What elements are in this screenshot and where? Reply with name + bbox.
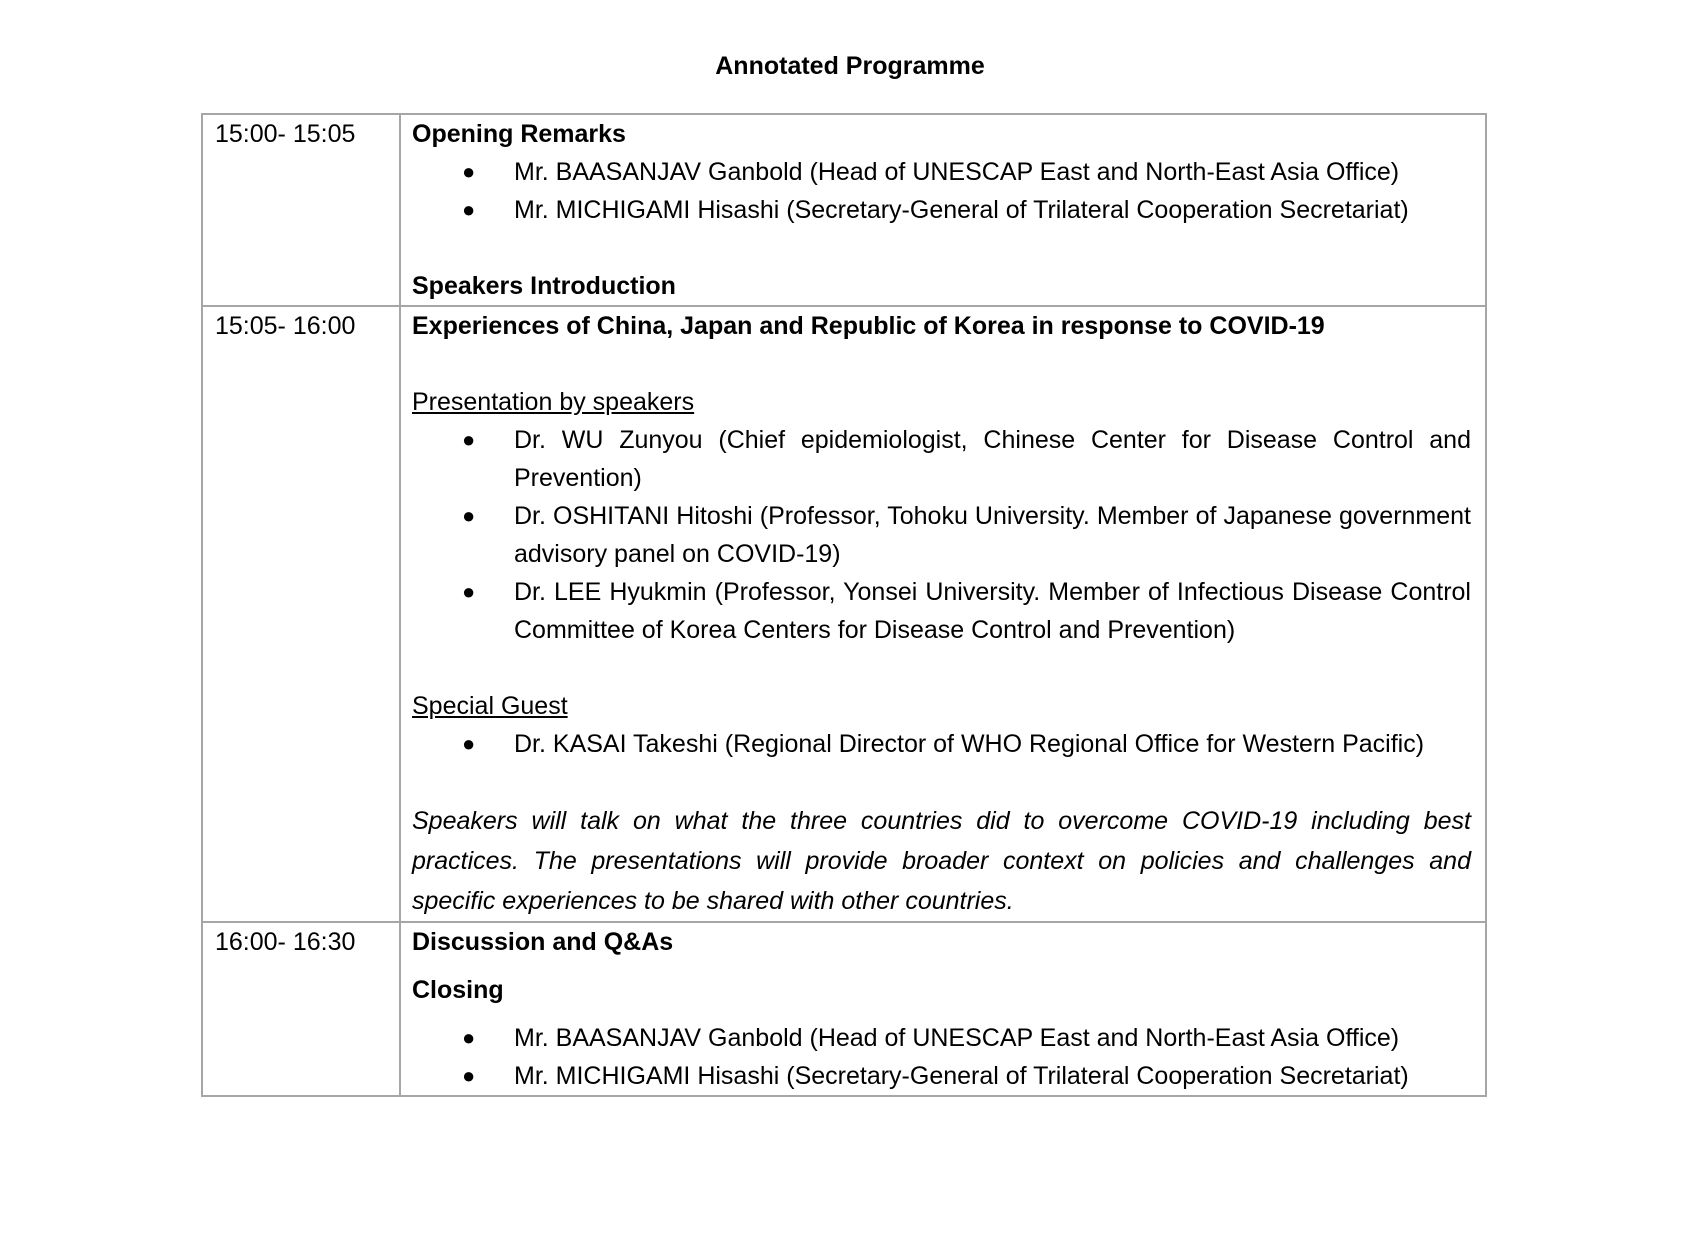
speaker-text: Mr. BAASANJAV Ganbold (Head of UNESCAP East and North-East Asia Office) [514, 158, 1400, 186]
bullet-icon: ● [462, 197, 476, 222]
session-description: Speakers will talk on what the three countries did to overcome COVID-19 including best practices. The presentations will provide broader context on policies and challenges and specific experiences to be shared with other countries. [412, 807, 1471, 915]
session-heading-speakers-introduction: Speakers Introduction [412, 272, 676, 300]
bullet-icon: ● [462, 1063, 476, 1088]
list-item [412, 1019, 1471, 1057]
session-cell [400, 306, 1486, 922]
session-cell [400, 114, 1486, 306]
session-heading-opening-remarks: Opening Remarks [412, 120, 626, 148]
speaker-text: Dr. OSHITANI Hitoshi (Professor, Tohoku University. Member of Japanese government advisory panel on COVID-19) [514, 502, 1471, 568]
session-heading-closing: Closing [412, 976, 504, 1004]
programme-row-experiences [202, 306, 1486, 922]
document-title: Annotated Programme [715, 52, 985, 80]
session-cell [400, 922, 1486, 1096]
bullet-icon: ● [462, 1025, 476, 1050]
time-slot: 16:00- 16:30 [202, 922, 400, 1096]
programme-row-opening [202, 114, 1486, 306]
bullet-icon: ● [462, 503, 476, 528]
session-heading-experiences: Experiences of China, Japan and Republic of Korea in response to COVID-19 [412, 312, 1325, 340]
subheading-presentation-by-speakers: Presentation by speakers [412, 388, 695, 416]
bullet-icon: ● [462, 731, 476, 756]
speaker-text: Mr. BAASANJAV Ganbold (Head of UNESCAP East and North-East Asia Office) [514, 1024, 1400, 1052]
list-item [412, 725, 1471, 763]
closing-speaker-list [412, 1019, 1471, 1095]
list-item [412, 191, 1471, 229]
list-item [412, 421, 1471, 497]
presenter-list [412, 421, 1471, 649]
bullet-icon: ● [462, 159, 476, 184]
subheading-special-guest: Special Guest [412, 692, 568, 720]
speaker-list [412, 153, 1471, 229]
programme-row-closing [202, 922, 1486, 1096]
speaker-text: Dr. WU Zunyou (Chief epidemiologist, Chinese Center for Disease Control and Prevention) [514, 426, 1471, 492]
list-item [412, 1057, 1471, 1095]
list-item [412, 573, 1471, 649]
session-heading-discussion: Discussion and Q&As [412, 928, 674, 956]
time-slot: 15:05- 16:00 [202, 306, 400, 922]
speaker-text: Dr. LEE Hyukmin (Professor, Yonsei University. Member of Infectious Disease Control Committee of Korea Centers for Disease Control and Prevention) [514, 578, 1471, 644]
guest-list [412, 725, 1471, 763]
bullet-icon: ● [462, 427, 476, 452]
list-item [412, 497, 1471, 573]
list-item [412, 153, 1471, 191]
speaker-text: Dr. KASAI Takeshi (Regional Director of WHO Regional Office for Western Pacific) [514, 730, 1425, 758]
time-slot: 15:00- 15:05 [202, 114, 400, 306]
programme-table [201, 113, 1487, 1097]
bullet-icon: ● [462, 579, 476, 604]
speaker-text: Mr. MICHIGAMI Hisashi (Secretary-General of Trilateral Cooperation Secretariat) [514, 1062, 1409, 1090]
speaker-text: Mr. MICHIGAMI Hisashi (Secretary-General of Trilateral Cooperation Secretariat) [514, 196, 1409, 224]
